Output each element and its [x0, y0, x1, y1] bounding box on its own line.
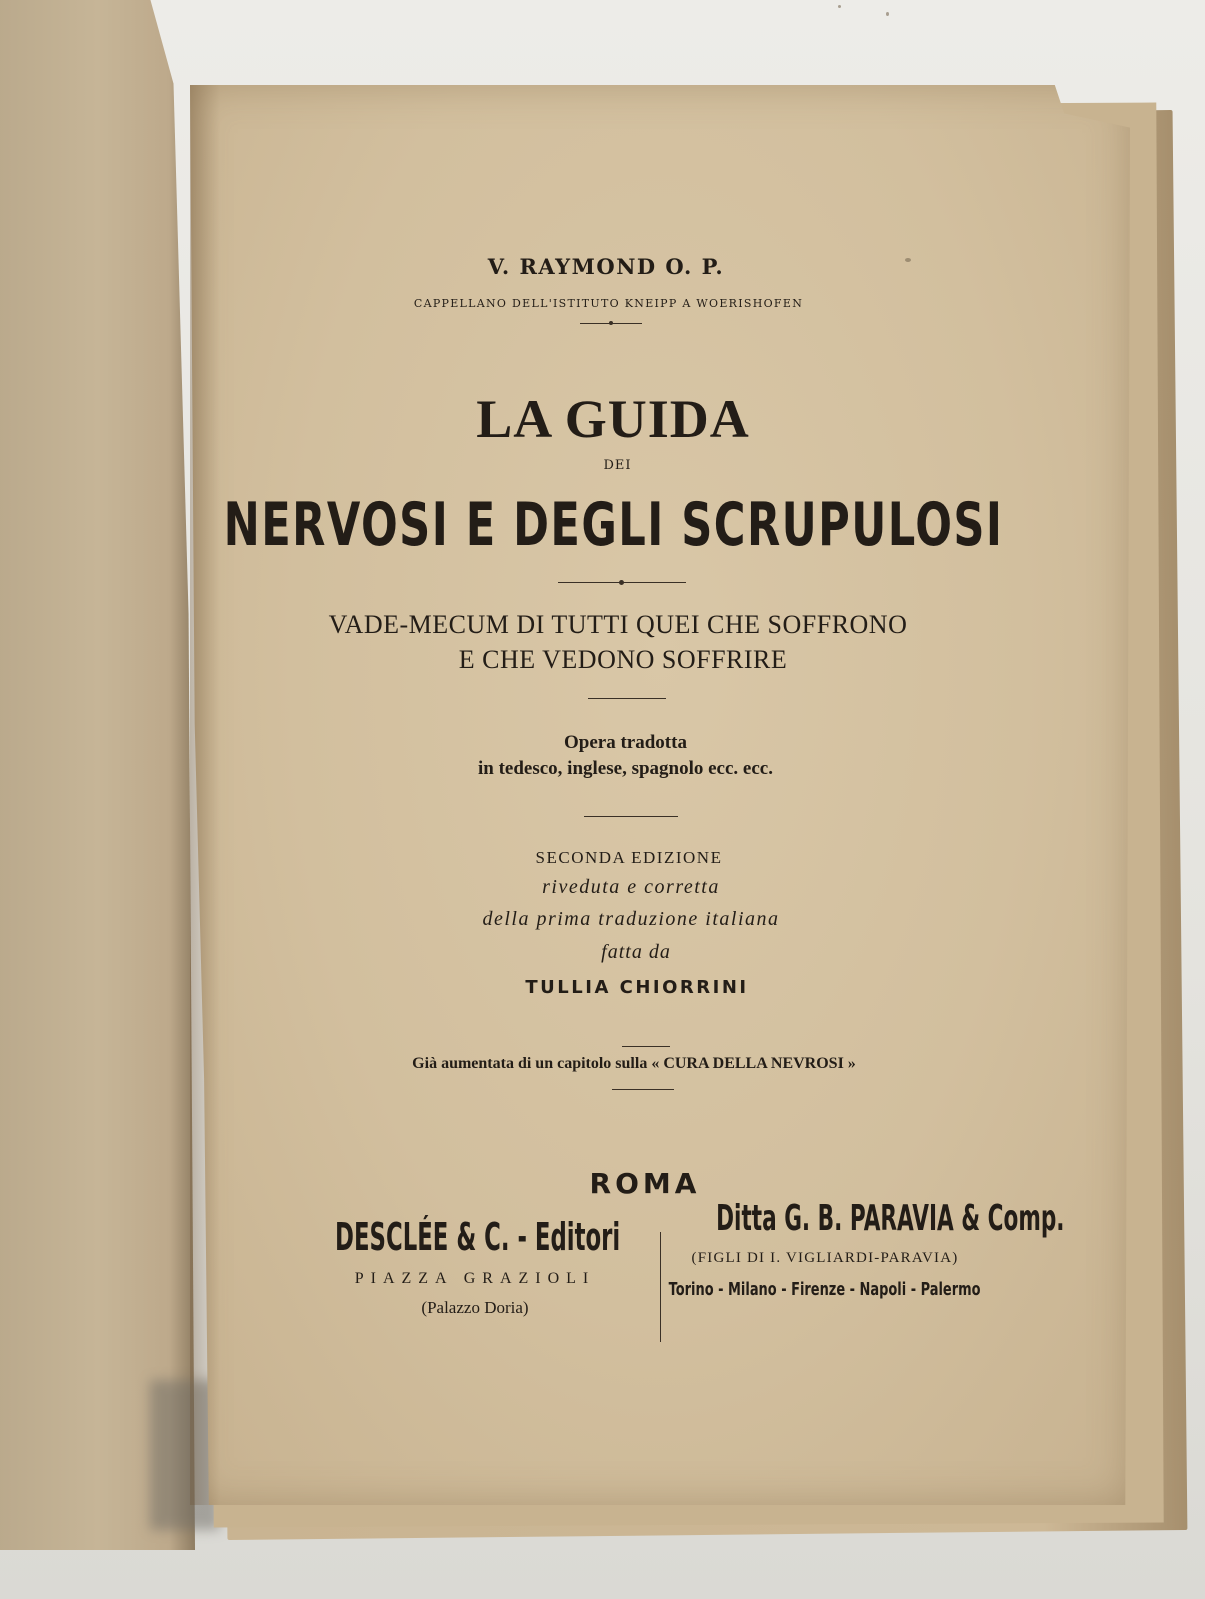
subtitle-line-1: VADE-MECUM DI TUTTI QUEI CHE SOFFRONO — [328, 610, 908, 639]
publisher-right-subtitle: (FIGLI DI I. VIGLIARDI-PARAVIA) — [691, 1250, 959, 1266]
title-line-1: LA GUIDA — [476, 389, 750, 449]
subtitle-line-2: E CHE VEDONO SOFFRIRE — [458, 645, 788, 674]
author-name: V. RAYMOND O. P. — [487, 254, 725, 279]
publisher-left-building: (Palazzo Doria) — [421, 1298, 529, 1317]
publisher-right-cities-text: Torino - Milano - Firenze - Napoli - Palermo — [669, 1279, 981, 1300]
paper-speck — [886, 12, 889, 16]
section-rule — [588, 698, 666, 699]
publisher-right-cities — [600, 1279, 1050, 1300]
publisher-left-name-text: DESCLÉE & C. - Editori — [335, 1215, 621, 1259]
ornament-dot — [609, 321, 613, 325]
section-rule — [584, 816, 678, 817]
author-role: CAPPELLANO DELL'ISTITUTO KNEIPP A WOERISHOFEN — [413, 297, 804, 310]
edition-note-1: riveduta e corretta — [542, 876, 720, 898]
translations-line-1: Opera tradotta — [564, 732, 687, 753]
addendum-text: Già aumentata di un capitolo sulla « CURA DELLA NEVROSI » — [412, 1055, 856, 1072]
title-line-2-text: NERVOSI E DEGLI SCRUPULOSI — [224, 490, 1004, 560]
publication-city: ROMA — [589, 1167, 701, 1200]
section-rule — [622, 1046, 670, 1047]
title-line-2 — [0, 490, 1205, 560]
translations-line-2: in tedesco, inglese, spagnolo ecc. ecc. — [478, 758, 773, 779]
publisher-right-name-text: Ditta G. B. PARAVIA & Comp. — [716, 1198, 1065, 1239]
publisher-left-address: PIAZZA GRAZIOLI — [354, 1270, 596, 1287]
edition-note-2: della prima traduzione italiana — [482, 908, 780, 930]
translator-name: TULLIA CHIORRINI — [525, 977, 749, 998]
paper-speck — [838, 5, 841, 8]
publisher-right-name — [600, 1198, 1065, 1239]
edition-note-3: fatta da — [601, 941, 671, 963]
ornament-dot — [619, 580, 624, 585]
section-rule — [612, 1089, 674, 1090]
edition-title: SECONDA EDIZIONE — [535, 848, 723, 867]
title-connector: DEI — [603, 458, 632, 473]
